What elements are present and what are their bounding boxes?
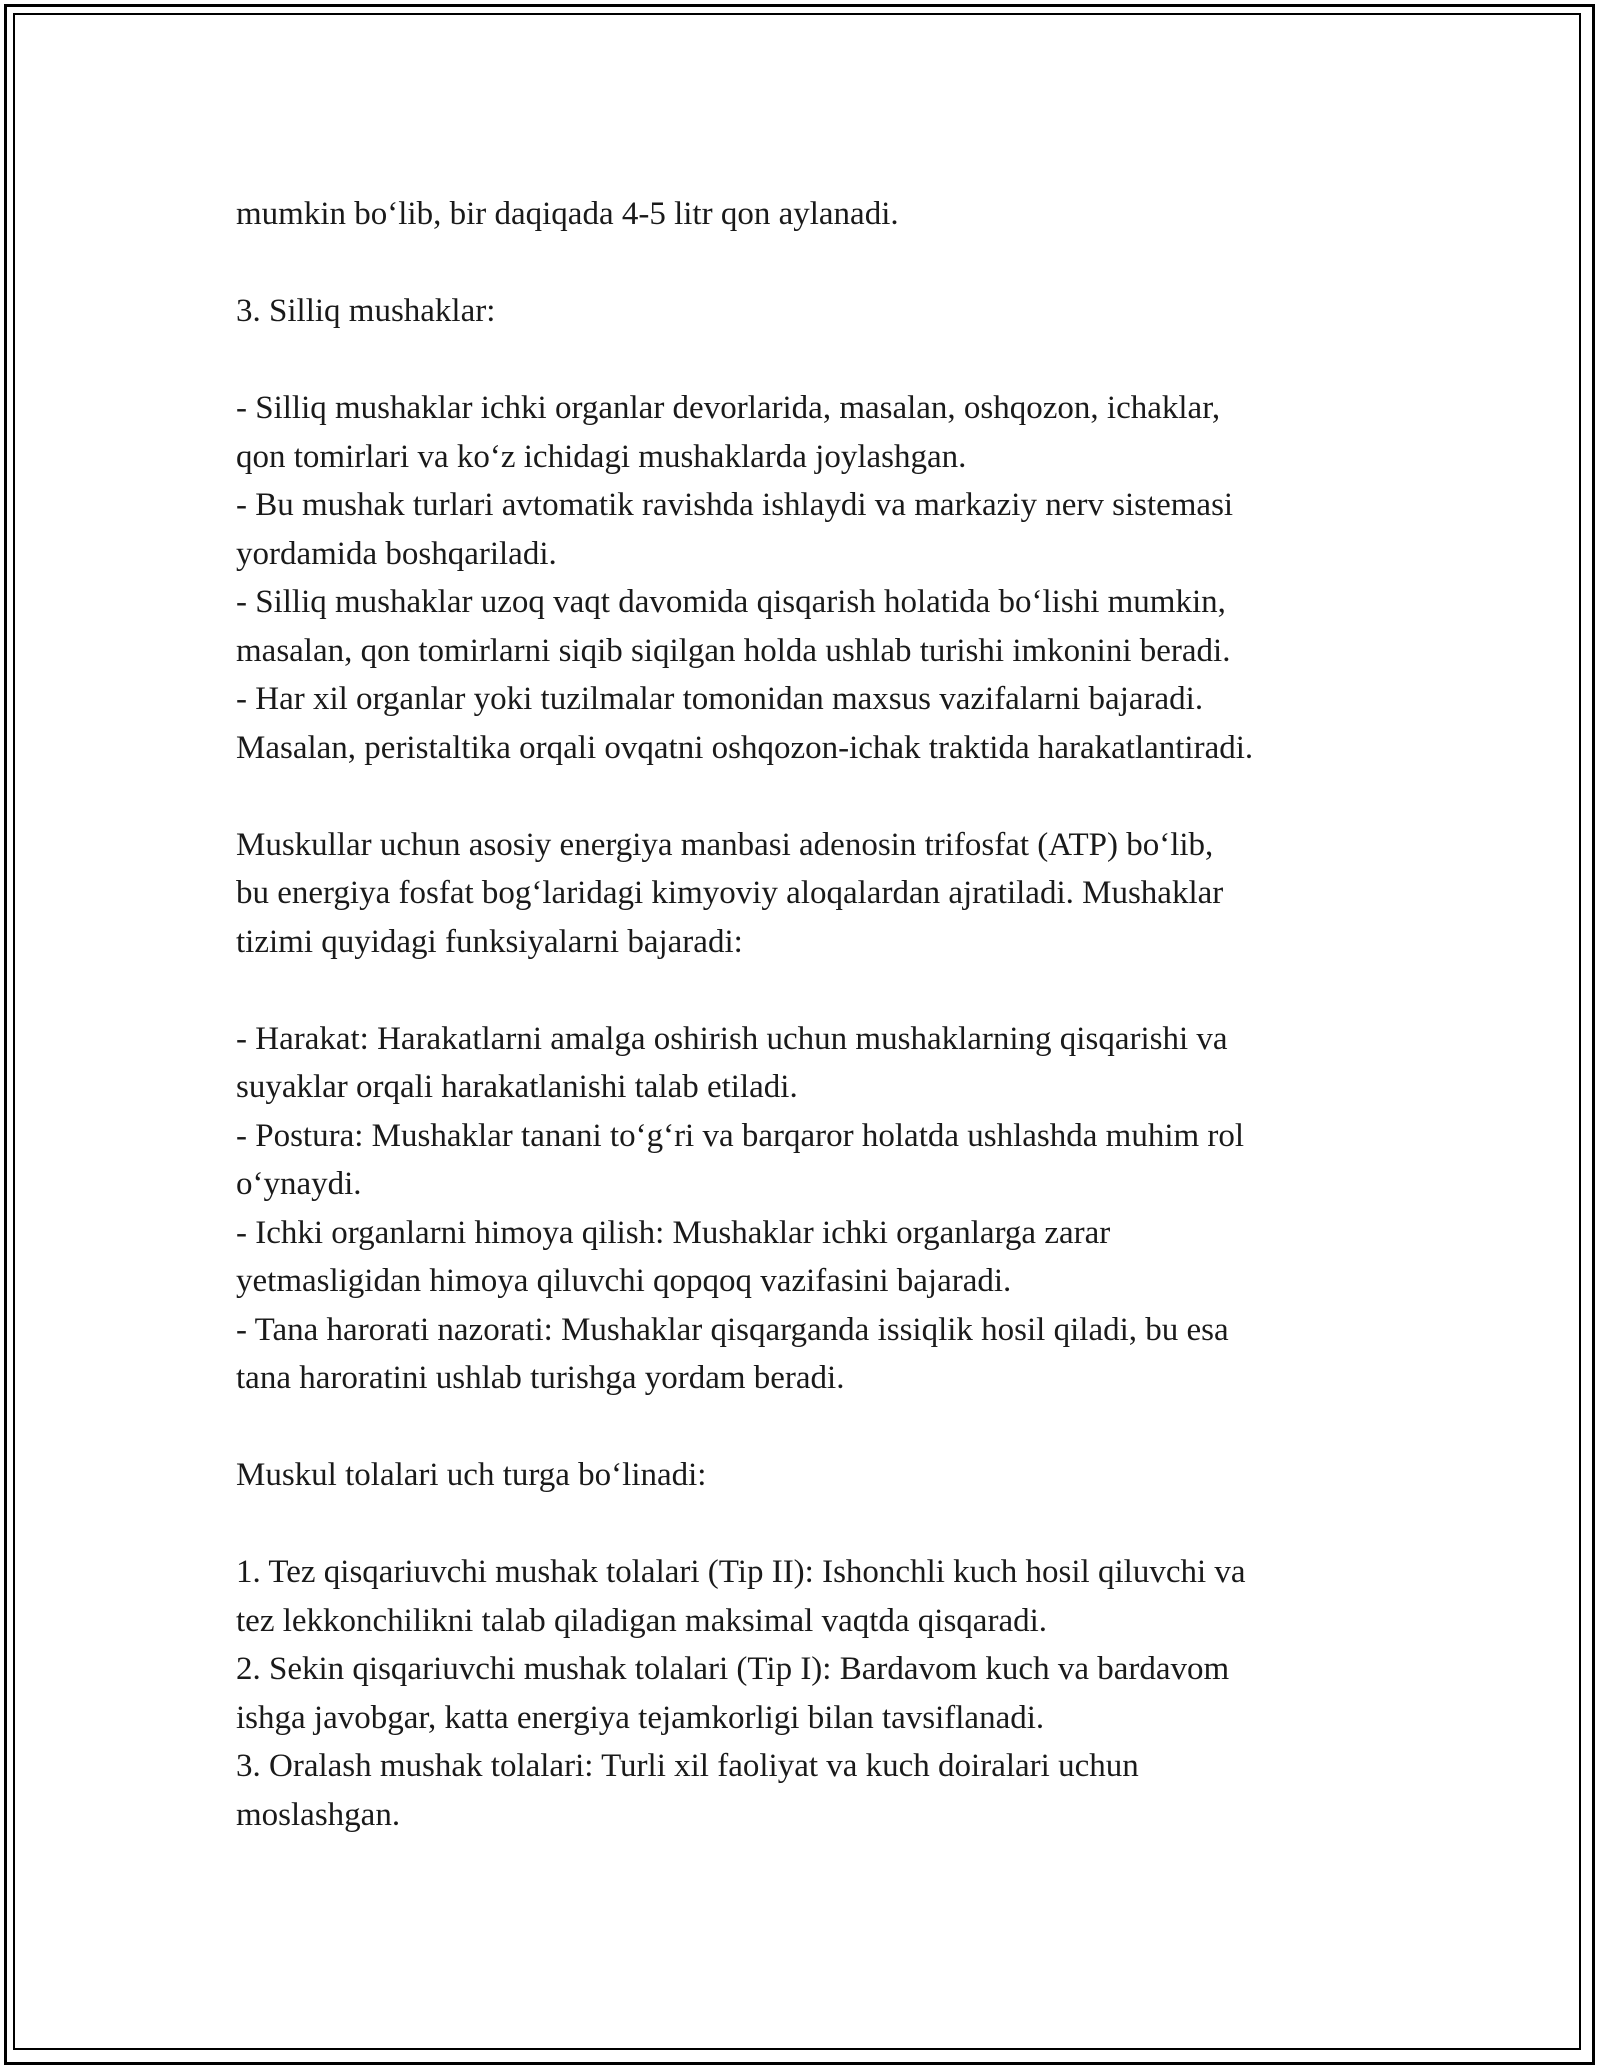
- text-line: 3. Silliq mushaklar:: [236, 293, 496, 329]
- fiber-types-list: [236, 1548, 1416, 1839]
- section-heading-smooth-muscles: [236, 287, 1416, 336]
- functions-list: [236, 1015, 1416, 1403]
- text-line: ishga javobgar, katta energiya tejamkorligi bilan tavsiflanadi.: [236, 1699, 1045, 1736]
- text-line: - Bu mushak turlari avtomatik ravishda ishlaydi va markaziy nerv sistemasi: [236, 487, 1234, 523]
- text-line: suyaklar orqali harakatlanishi talab etiladi.: [236, 1069, 798, 1105]
- text-line: 3. Oralash mushak tolalari: Turli xil faoliyat va kuch doiralari uchun: [236, 1748, 1139, 1784]
- text-line: - Silliq mushaklar uzoq vaqt davomida qisqarish holatida bo‘lishi mumkin,: [236, 584, 1226, 620]
- text-line: - Postura: Mushaklar tanani to‘g‘ri va barqaror holatda ushlashda muhim rol: [236, 1117, 1245, 1154]
- paragraph-gap: [236, 772, 1416, 821]
- text-line: - Silliq mushaklar ichki organlar devorlarida, masalan, oshqozon, ichaklar,: [236, 390, 1221, 426]
- energy-paragraph: [236, 821, 1416, 967]
- paragraph-gap: [236, 1403, 1416, 1452]
- document-body: [236, 190, 1416, 1839]
- text-line: yetmasligidan himoya qiluvchi qopqoq vazifasini bajaradi.: [236, 1263, 1012, 1299]
- text-line: yordamida boshqariladi.: [236, 535, 557, 572]
- text-line: mumkin bo‘lib, bir daqiqada 4-5 litr qon aylanadi.: [236, 196, 899, 232]
- text-line: tizimi quyidagi funksiyalarni bajaradi:: [236, 923, 743, 960]
- fiber-types-intro: [236, 1451, 1416, 1500]
- text-line: qon tomirlari va ko‘z ichidagi mushaklarda joylashgan.: [236, 438, 967, 475]
- paragraph-gap: [236, 239, 1416, 288]
- text-line: - Har xil organlar yoki tuzilmalar tomonidan maxsus vazifalarni bajaradi.: [236, 681, 1204, 717]
- text-line: tana haroratini ushlab turishga yordam beradi.: [236, 1360, 845, 1396]
- text-line: 2. Sekin qisqariuvchi mushak tolalari (Tip I): Bardavom kuch va bardavom: [236, 1651, 1230, 1687]
- text-line: - Tana harorati nazorati: Mushaklar qisqarganda issiqlik hosil qiladi, bu esa: [236, 1311, 1229, 1348]
- text-line: Muskul tolalari uch turga bo‘linadi:: [236, 1457, 707, 1493]
- paragraph-gap: [236, 1500, 1416, 1549]
- paragraph-gap: [236, 336, 1416, 385]
- text-line: bu energiya fosfat bog‘laridagi kimyoviy aloqalardan ajratiladi. Mushaklar: [236, 875, 1224, 911]
- text-line: o‘ynaydi.: [236, 1166, 362, 1202]
- paragraph-continuation: [236, 190, 1416, 239]
- smooth-muscle-list: [236, 384, 1416, 772]
- paragraph-gap: [236, 966, 1416, 1015]
- text-line: - Ichki organlarni himoya qilish: Mushaklar ichki organlarga zarar: [236, 1214, 1111, 1251]
- text-line: masalan, qon tomirlarni siqib siqilgan holda ushlab turishi imkonini beradi.: [236, 632, 1231, 669]
- text-line: Muskullar uchun asosiy energiya manbasi adenosin trifosfat (ATP) bo‘lib,: [236, 826, 1214, 863]
- text-line: - Harakat: Harakatlarni amalga oshirish uchun mushaklarning qisqarishi va: [236, 1020, 1228, 1057]
- text-line: moslashgan.: [236, 1796, 401, 1833]
- text-line: Masalan, peristaltika orqali ovqatni oshqozon-ichak traktida harakatlantiradi.: [236, 729, 1254, 766]
- text-line: 1. Tez qisqariuvchi mushak tolalari (Tip II): Ishonchli kuch hosil qiluvchi va: [236, 1554, 1246, 1590]
- text-line: tez lekkonchilikni talab qiladigan maksimal vaqtda qisqaradi.: [236, 1602, 1048, 1639]
